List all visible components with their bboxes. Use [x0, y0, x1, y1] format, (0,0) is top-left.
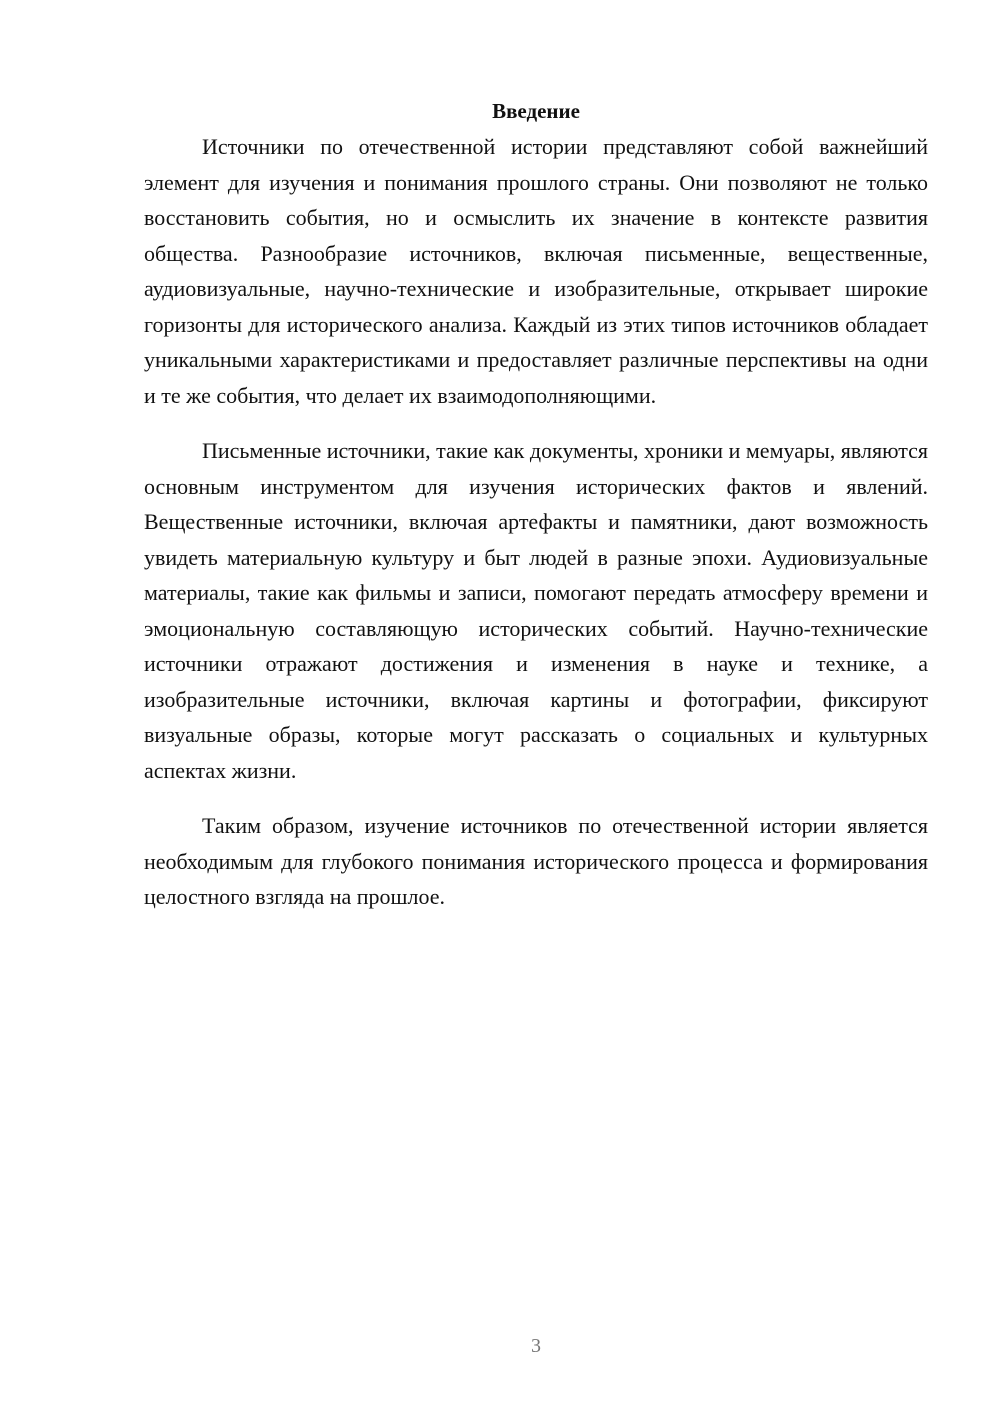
page-number: 3 — [531, 1335, 541, 1357]
paragraph-1: Источники по отечественной истории представляют собой важнейший элемент для изучения и понимания прошлого страны. Они позволяют не только восстановить события, но и осмыслить их значение в контексте развития общества. Разнообразие источников, включая письменные, вещественные, аудиовизуальные, научно-технические и изобразительные, открывает широкие горизонты для исторического анализа. Каждый из этих типов источников обладает уникальными характеристиками и предоставляет различные перспективы на одни и те же события, что делает их взаимодополняющими. — [144, 134, 928, 408]
paragraph-2: Письменные источники, такие как документы, хроники и мемуары, являются основным инструментом для изучения исторических фактов и явлений. Вещественные источники, включая артефакты и памятники, дают возможность увидеть материальную культуру и быт людей в разные эпохи. Аудиовизуальные материалы, такие как фильмы и записи, помогают передать атмосферу времени и эмоциональную составляющую исторических событий. Научно-технические источники отражают достижения и изменения в науке и технике, а изобразительные источники, включая картины и фотографии, фиксируют визуальные образы, которые могут рассказать о социальных и культурных аспектах жизни. — [144, 438, 928, 783]
section-heading: Введение — [492, 99, 580, 123]
page-content — [144, 96, 928, 935]
paragraph-3: Таким образом, изучение источников по отечественной истории является необходимым для глубокого понимания исторического процесса и формирования целостного взгляда на прошлое. — [144, 813, 928, 909]
